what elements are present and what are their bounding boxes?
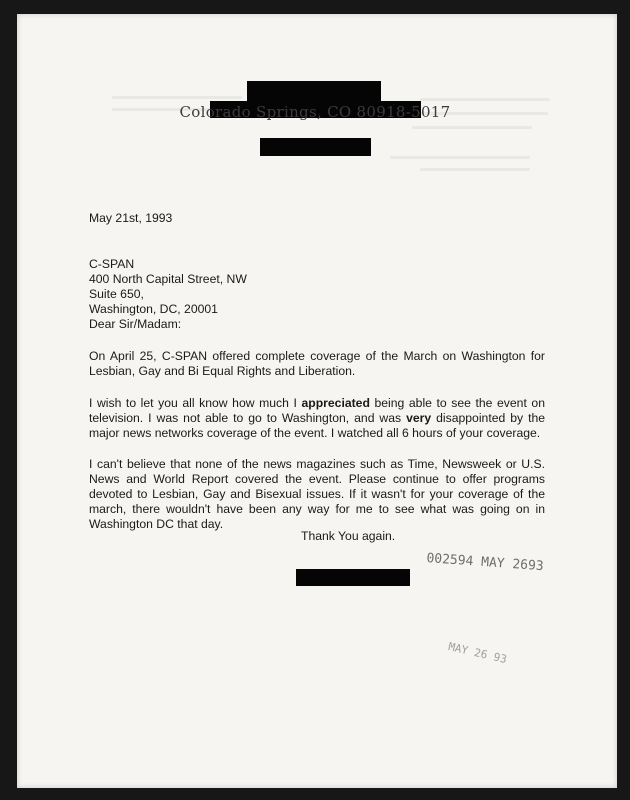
emphasis-very: very (406, 411, 432, 425)
redaction-bar-signature (296, 569, 410, 586)
bleed-through-mark (390, 156, 530, 159)
paragraph-2-text-a: I wish to let you all know how much I (89, 396, 302, 410)
faint-received-stamp: MAY 26 93 (447, 640, 509, 667)
recipient-city: Washington, DC, 20001 (89, 302, 218, 316)
recipient-street: 400 North Capital Street, NW (89, 272, 247, 286)
emphasis-appreciated: appreciated (301, 396, 370, 410)
recipient-suite: Suite 650, (89, 287, 144, 301)
recipient-address (89, 257, 247, 317)
letterhead-city-line: Colorado Springs, CO 80918-5017 (179, 103, 451, 121)
redaction-bar-name (247, 81, 381, 101)
salutation: Dear Sir/Madam: (89, 317, 182, 331)
letter-date: May 21st, 1993 (89, 211, 173, 225)
bleed-through-mark (420, 168, 530, 171)
paragraph-1: On April 25, C-SPAN offered complete coverage of the March on Washington for Lesbian, Gay and Bi Equal Rights and Liberation. (89, 349, 545, 378)
paragraph-2-text-c: disappointed by the major news networks coverage of the event. I watched all 6 hours of your coverage. (89, 411, 546, 440)
paragraph-2-text-b: being able to see the event on television. I was not able to go to Washington, and was (89, 396, 545, 425)
closing: Thank You again. (301, 529, 396, 543)
received-stamp: 002594 MAY 2693 (425, 551, 545, 575)
bleed-through-mark (412, 126, 532, 129)
paragraph-3: I can't believe that none of the news magazines such as Time, Newsweek or U.S. News and World Report covered the event. Please continue to offer programs devoted to Lesbian, Gay and Bisexual issues. If it wasn't for your coverage of the march, there wouldn't have been any way for me to see what was going on in Washington DC that day. (89, 457, 545, 531)
bleed-through-mark (112, 96, 242, 99)
bleed-through-mark (420, 98, 550, 101)
recipient-name: C-SPAN (89, 257, 135, 271)
redaction-bar-phone (260, 138, 371, 156)
paragraph-2 (89, 396, 545, 441)
